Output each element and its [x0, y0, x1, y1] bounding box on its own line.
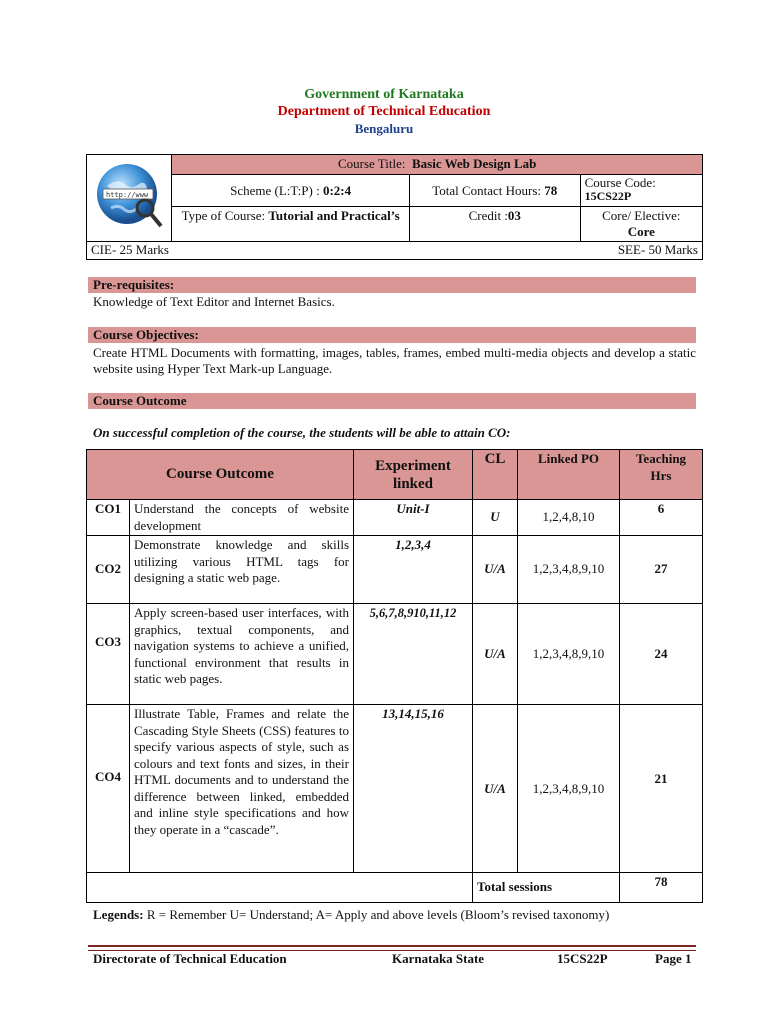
table-row: [87, 500, 703, 536]
total-sessions-value: 78: [620, 873, 703, 903]
co-teaching-hrs: 6: [620, 500, 703, 536]
table-row: [87, 604, 703, 705]
co-label: CO2: [87, 536, 130, 604]
co-experiments: 1,2,3,4: [354, 536, 473, 604]
course-outcome-table: [86, 449, 703, 903]
course-type-cell: Type of Course: Tutorial and Practical’s: [172, 207, 410, 242]
table-row: [87, 536, 703, 604]
col-header-linked-po: Linked PO: [518, 450, 620, 500]
col-header-outcome: Course Outcome: [87, 450, 354, 500]
co-linked-po: 1,2,4,8,10: [518, 500, 620, 536]
globe-www-icon: [89, 156, 169, 236]
total-sessions-label: Total sessions: [473, 873, 620, 903]
prerequisites-heading: Pre-requisites:: [88, 277, 696, 293]
see-marks: SEE- 50 Marks: [617, 242, 698, 257]
co-linked-po: 1,2,3,4,8,9,10: [518, 604, 620, 705]
scheme-cell: Scheme (L:T:P) : 0:2:4: [172, 175, 410, 207]
footer-state: Karnataka State: [392, 951, 485, 966]
legends: [93, 907, 696, 923]
header-government: Government of Karnataka: [304, 87, 464, 102]
objectives-text: Create HTML Documents with formatting, images, tables, frames, embed multi-media objects and develop a static website using Hyper Text Mark-up Language.: [93, 345, 696, 376]
outcome-intro: On successful completion of the course, the students will be able to attain CO:: [93, 425, 511, 440]
total-row: [87, 873, 703, 903]
co-teaching-hrs: 21: [620, 705, 703, 873]
co-experiments: 5,6,7,8,910,11,12: [354, 604, 473, 705]
outcome-heading: Course Outcome: [88, 393, 696, 409]
co-description: Apply screen-based user interfaces, with graphics, textual components, and navigation systems to achieve a unified, functional environment that results in static web pages.: [130, 604, 354, 705]
course-title-cell: Course Title: Basic Web Design Lab: [172, 155, 703, 175]
co-experiments: Unit-I: [354, 500, 473, 536]
total-empty-cell: [87, 873, 473, 903]
co-label: CO1: [87, 500, 130, 536]
co-linked-po: 1,2,3,4,8,9,10: [518, 705, 620, 873]
co-experiments: 13,14,15,16: [354, 705, 473, 873]
legends-label: Legends:: [93, 907, 144, 922]
header-department: Department of Technical Education: [277, 104, 491, 119]
col-header-teaching-hrs: Teaching Hrs: [620, 450, 703, 500]
header-city: Bengaluru: [354, 121, 414, 136]
prerequisites-text: Knowledge of Text Editor and Internet Basics.: [93, 294, 335, 309]
credit-cell: Credit :03: [409, 207, 580, 242]
col-header-experiment: Experiment linked: [354, 450, 473, 500]
co-cognitive-level: U: [473, 500, 518, 536]
contact-hours-cell: Total Contact Hours: 78: [409, 175, 580, 207]
co-label: CO3: [87, 604, 130, 705]
course-logo-cell: [87, 155, 172, 242]
core-elective-cell: Core/ Elective: Core: [580, 207, 702, 242]
co-description: Demonstrate knowledge and skills utilizing various HTML tags for designing a static web page.: [130, 536, 354, 604]
co-linked-po: 1,2,3,4,8,9,10: [518, 536, 620, 604]
co-cognitive-level: U/A: [473, 604, 518, 705]
footer-directorate: Directorate of Technical Education: [93, 951, 287, 966]
co-label: CO4: [87, 705, 130, 873]
legends-text: R = Remember U= Understand; A= Apply and above levels (Bloom’s revised taxonomy): [146, 907, 610, 922]
course-code-cell: Course Code: 15CS22P: [580, 175, 702, 207]
co-description: Illustrate Table, Frames and relate the Cascading Style Sheets (CSS) features to specify various aspects of style, such as colours and text fonts and sizes, in their HTML documents and to understand the difference between linked, embedded and inline style specifications and how they operate in a “cascade”.: [130, 705, 354, 873]
svg-text:http://www: http://www: [106, 191, 149, 199]
cie-marks: CIE- 25 Marks: [91, 242, 169, 257]
co-teaching-hrs: 24: [620, 604, 703, 705]
co-description: Understand the concepts of website development: [130, 500, 354, 536]
footer-course-code: 15CS22P: [557, 951, 608, 966]
table-row: [87, 705, 703, 873]
co-cognitive-level: U/A: [473, 705, 518, 873]
objectives-heading: Course Objectives:: [88, 327, 696, 343]
course-info-table: [86, 154, 703, 260]
footer-page-number: Page 1: [655, 951, 692, 966]
col-header-cl: CL: [473, 450, 518, 500]
co-teaching-hrs: 27: [620, 536, 703, 604]
co-cognitive-level: U/A: [473, 536, 518, 604]
marks-cell: [87, 242, 703, 260]
